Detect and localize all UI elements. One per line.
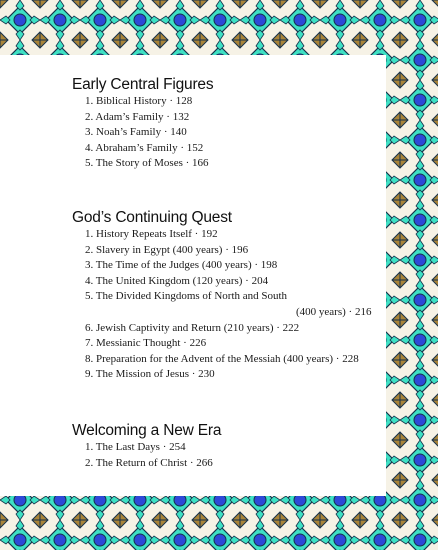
- toc-list-early-central-figures: [85, 94, 209, 172]
- toc-entry-continuation: (400 years) · 216: [296, 305, 372, 318]
- toc-entry: 5. The Divided Kingdoms of North and South: [85, 290, 288, 303]
- toc-entry: 8. Preparation for the Advent of the Messiah (400 years) · 228: [85, 352, 359, 365]
- section-title-early-central-figures: Early Central Figures: [72, 76, 214, 93]
- toc-entry: 3. Noah’s Family · 140: [85, 126, 187, 139]
- toc-entry: 9. The Mission of Jesus · 230: [85, 368, 215, 381]
- toc-entry: 2. Slavery in Egypt (400 years) · 196: [85, 243, 249, 256]
- toc-entry: 6. Jewish Captivity and Return (210 years) · 222: [85, 321, 300, 334]
- toc-entry: 2. Adam’s Family · 132: [85, 110, 190, 123]
- toc-entry: 1. History Repeats Itself · 192: [85, 228, 218, 240]
- section-title-gods-continuing-quest: God’s Continuing Quest: [72, 209, 232, 226]
- toc-entry: 1. The Last Days · 254: [85, 441, 186, 453]
- toc-list-welcoming-a-new-era: [85, 440, 213, 471]
- toc-entry: 4. The United Kingdom (120 years) · 204: [85, 274, 269, 287]
- toc-entry: 3. The Time of the Judges (400 years) · 198: [85, 259, 278, 272]
- toc-entry: 7. Messianic Thought · 226: [85, 337, 207, 350]
- toc-list-gods-continuing-quest: [85, 227, 371, 383]
- toc-entry: 2. The Return of Christ · 266: [85, 456, 213, 469]
- toc-entry: 5. The Story of Moses · 166: [85, 157, 209, 170]
- toc-entry: 4. Abraham’s Family · 152: [85, 141, 204, 154]
- section-title-welcoming-a-new-era: Welcoming a New Era: [72, 422, 222, 439]
- toc-entry: 1. Biblical History · 128: [85, 95, 193, 107]
